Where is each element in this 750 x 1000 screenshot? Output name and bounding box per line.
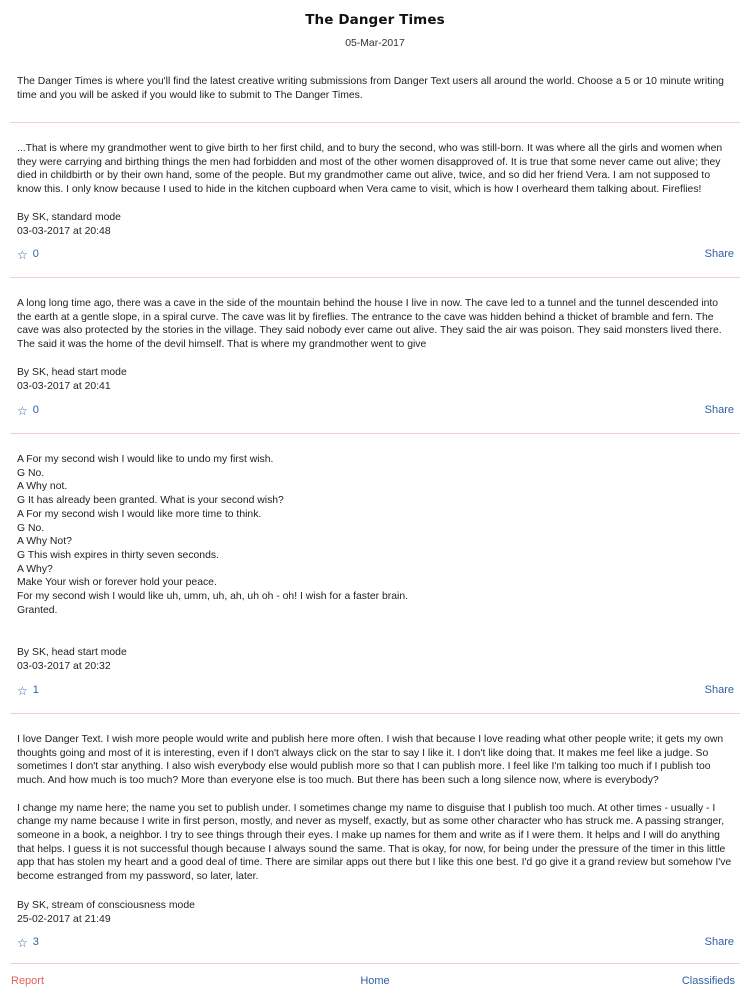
intro-text: The Danger Times is where you'll find the latest creative writing submissions from Danger Text users all around the world. Choose a 5 or 10 minute writing time and you will be asked if you would like to submit to The Danger Times. (17, 76, 724, 102)
footer-nav (0, 969, 750, 993)
page-header (0, 0, 750, 50)
post-text: I love Danger Text. I wish more people would write and publish here more often. I wish that because I love reading what other people write; it gets my own thoughts going and most of it is interesting, even if I don't always click on the star to say I like it. I don't like doing that. It makes me feel like a judge. So sometimes I don't star anything. I also wish everybody else would publish more so that I can publish more. I feel like I'm talking too much if I publish too much. And how much is too much? More than everyone else is too much. But there has been such a long silence now, where is everybody? I change my name here; the name you set to publish under. I sometimes change my name to disguise that I publish too much. At other times - usually - I change my name because I write in first person, mostly, and never as myself, exactly, but as some other character who has struck me. A passing stranger, someone in a book, a neighbor. I try to see things through their eyes. I make up names for them and write as if I were them. It helps and I will do anything that helps. I guess it is not successful though because I always sound the same. That is okay, for now, for being under the pressure of the timer in this little app that has stolen my heart and a good deal of time. There are similar apps out there but I like this one best. I'd go give it a grand review but somehow I've become estranged from my password, so later, later. (17, 734, 732, 883)
star-icon: ☆ (17, 935, 28, 950)
post-text: A For my second wish I would like to undo my first wish. G No. A Why not. G It has already been granted. What is your second wish? A For my second wish I would like more time to think. G No. A Why Not? G This wish expires in thirty seven seconds. A Why? Make Your wish or forever hold your peace. For my second wish I would like uh, umm, uh, ah, uh oh - oh! I wish for a faster brain. Granted. (17, 454, 408, 616)
star-button[interactable] (17, 936, 39, 950)
post-byline: By SK, head start mode (17, 367, 127, 378)
post-text: A long long time ago, there was a cave in the side of the mountain behind the house I live in now. The cave led to a tunnel and the tunnel descended into the earth at a gentle slope, in a spiral curve. The cave was lit by fireflies. The entrance to the cave was hidden behind a thicket of bramble and fern. The cave was also protected by the stories in the village. They said nobody ever came out alive. They said the air was poison. They said monsters lived there. The said it was the home of the devil himself. That is where my grandmother went to give (17, 298, 722, 351)
home-link[interactable]: Home (360, 975, 390, 987)
page-date: 05-Mar-2017 (345, 37, 405, 49)
post-timestamp: 03-03-2017 at 20:48 (17, 226, 111, 237)
post-byline: By SK, standard mode (17, 212, 121, 223)
star-count: 1 (32, 684, 39, 696)
share-button[interactable]: Share (704, 248, 734, 260)
star-button[interactable] (17, 404, 39, 418)
post-timestamp: 03-03-2017 at 20:32 (17, 661, 111, 672)
post-card (10, 277, 740, 434)
star-button[interactable] (17, 248, 39, 262)
star-count: 3 (32, 936, 39, 948)
star-button[interactable] (17, 684, 39, 698)
star-count: 0 (32, 248, 39, 260)
footer-divider (10, 963, 740, 964)
post-card (10, 713, 740, 964)
star-count: 0 (32, 404, 39, 416)
report-link[interactable]: Report (11, 975, 45, 987)
post-card (10, 122, 740, 278)
share-button[interactable]: Share (704, 404, 734, 416)
share-button[interactable]: Share (704, 684, 734, 696)
star-icon: ☆ (17, 403, 28, 418)
star-icon: ☆ (17, 683, 28, 698)
star-icon: ☆ (17, 247, 28, 262)
post-card (10, 433, 740, 714)
classifieds-link[interactable]: Classifieds (681, 975, 735, 987)
post-byline: By SK, head start mode (17, 647, 127, 658)
post-text: ...That is where my grandmother went to give birth to her first child, and to bury the second, who was still-born. It was where all the girls and women when they were carrying and birthing things the men had forbidden and most of the other women disapproved of. It is true that some never came out alive; they died in childbirth or by their own hand, some of the people. But my grandmother came out alive, twice, and so did her friend Vera. I am not supposed to know this. I only know because I used to hide in the kitchen cupboard when Vera came to visit, which is how I overheard them talking about. Fireflies! (17, 143, 723, 196)
post-timestamp: 03-03-2017 at 20:41 (17, 381, 111, 392)
post-timestamp: 25-02-2017 at 21:49 (17, 914, 111, 925)
post-byline: By SK, stream of consciousness mode (17, 900, 195, 911)
page-title: The Danger Times (305, 12, 445, 28)
share-button[interactable]: Share (704, 936, 734, 948)
